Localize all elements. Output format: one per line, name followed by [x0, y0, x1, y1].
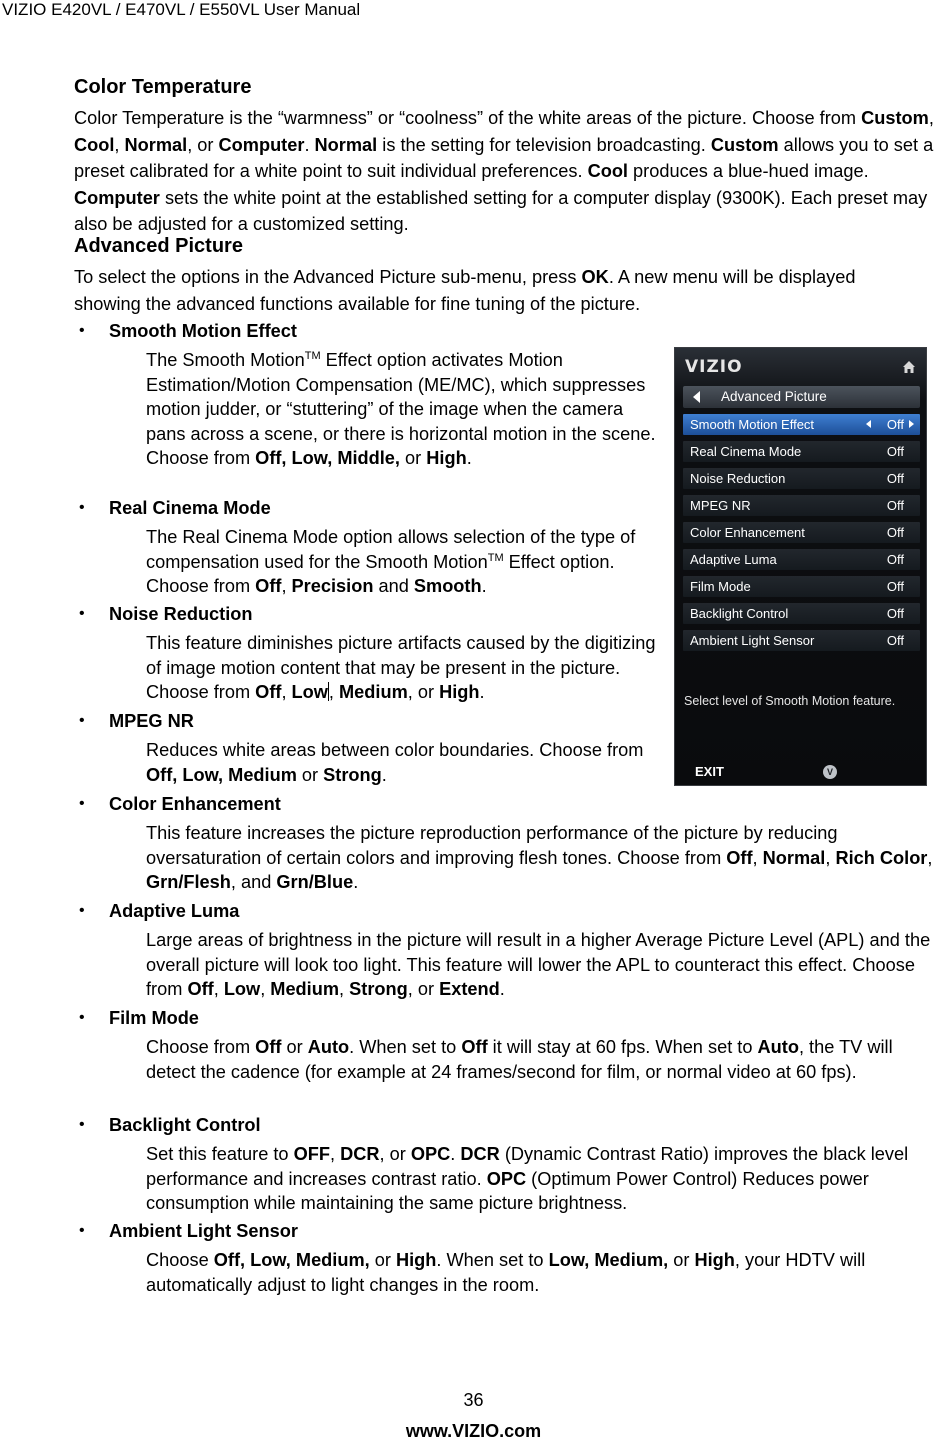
- bullet-title: Noise Reduction: [109, 604, 253, 624]
- left-arrow-icon: [866, 420, 871, 428]
- ambient-light-sensor-description: Choose Off, Low, Medium, or High. When set to Low, Medium, or High, your HDTV will automatically adjust to light changes in the room.: [146, 1250, 866, 1295]
- bullet-ambient-light-sensor: [0, 1219, 600, 1243]
- menu-item-label: Ambient Light Sensor: [690, 633, 815, 648]
- menu-item-noise-reduction: [683, 468, 920, 489]
- footer-url: www.VIZIO.com: [405, 1421, 542, 1441]
- menu-item-label: Backlight Control: [690, 606, 789, 621]
- vizio-logo: VIZIO: [685, 357, 743, 377]
- menu-item-value: Off: [886, 498, 904, 513]
- menu-item-smooth-motion-effect: [683, 414, 920, 435]
- mpeg-nr-description: Reduces white areas between color boundaries. Choose from Off, Low, Medium or Strong.: [146, 740, 644, 785]
- menu-item-value: Off: [886, 525, 904, 540]
- menu-item-value: Off: [886, 444, 904, 459]
- film-mode-description: Choose from Off or Auto. When set to Off it will stay at 60 fps. When set to Auto, the TV will detect the cadence (for example at 24 frames/second for film, or normal video at 60 fps).: [146, 1037, 893, 1082]
- menu-item-value: Off: [886, 471, 904, 486]
- bullet-glyph: •: [79, 1116, 85, 1133]
- bullet-smooth-motion-effect: [0, 319, 600, 343]
- color-enhancement-description: This feature increases the picture reproduction performance of the picture by reducing oversaturation of certain colors and improving flesh tones. Choose from Off, Normal, Rich Color, Grn/Flesh, and Grn/Blue.: [146, 823, 933, 892]
- bullet-title: Smooth Motion Effect: [109, 321, 297, 341]
- bullet-backlight-control: [0, 1113, 600, 1137]
- bullet-glyph: •: [79, 499, 85, 516]
- menu-item-label: Smooth Motion Effect: [690, 417, 815, 432]
- bullet-film-mode: [0, 1006, 600, 1030]
- bullet-glyph: •: [79, 902, 85, 919]
- tv-menu-screenshot: [674, 347, 927, 786]
- smooth-motion-description: The Smooth Motion™ Effect option activates Motion Estimation/Motion Compensation (ME/MC), which suppresses motion judder, or “stuttering” of the image when the camera pans across a scene, or there is horizontal motion in the scene. Choose from Off, Low, Middle, or High.: [146, 350, 656, 468]
- bullet-mpeg-nr: [0, 709, 600, 733]
- adaptive-luma-description: Large areas of brightness in the picture will result in a higher Average Picture Level (APL) and the overall picture will look too light. This feature will lower the APL to counteract this effect. Choose from Off, Low, Medium, Strong, or Extend.: [146, 930, 931, 999]
- home-icon: [902, 360, 916, 374]
- back-arrow-icon: [693, 391, 700, 403]
- menu-item-label: Real Cinema Mode: [690, 444, 802, 459]
- bullet-title: Real Cinema Mode: [109, 498, 271, 518]
- v-button-icon: V: [823, 765, 837, 779]
- exit-label: EXIT: [695, 764, 724, 779]
- menu-item-value: Off: [886, 633, 904, 648]
- advanced-picture-heading: Advanced Picture: [74, 235, 243, 257]
- backlight-control-description: Set this feature to OFF, DCR, or OPC. DCR (Dynamic Contrast Ratio) improves the black level performance and increases contrast ratio. OPC (Optimum Power Control) Reduces power consumption while maintaining the same picture brightness.: [146, 1144, 909, 1213]
- menu-item-value: Off: [886, 552, 904, 567]
- bullet-glyph: •: [79, 1009, 85, 1026]
- bullet-title: Adaptive Luma: [109, 901, 240, 921]
- menu-item-color-enhancement: [683, 522, 920, 543]
- bullet-glyph: •: [79, 322, 85, 339]
- bullet-title: Film Mode: [109, 1008, 199, 1028]
- menu-title-bar: [683, 386, 920, 408]
- menu-item-ambient-light-sensor: [683, 630, 920, 651]
- menu-item-label: MPEG NR: [690, 498, 751, 513]
- real-cinema-description: The Real Cinema Mode option allows selection of the type of compensation used for the Smooth Motion™ Effect option. Choose from Off, Precision and Smooth.: [146, 527, 636, 596]
- bullet-noise-reduction: [0, 602, 600, 626]
- menu-title: Advanced Picture: [721, 389, 827, 404]
- menu-item-adaptive-luma: [683, 549, 920, 570]
- page-number: 36: [463, 1390, 484, 1410]
- bullet-glyph: •: [79, 712, 85, 729]
- menu-item-value: Off: [886, 417, 904, 432]
- noise-reduction-description: This feature diminishes picture artifacts caused by the digitizing of image motion content that may be present in the picture. Choose from Off, Low, Medium, or High.: [146, 633, 656, 702]
- bullet-color-enhancement: [0, 792, 600, 816]
- menu-item-film-mode: [683, 576, 920, 597]
- page-header: VIZIO E420VL / E470VL / E550VL User Manual: [2, 0, 361, 19]
- color-temperature-heading: Color Temperature: [74, 76, 252, 98]
- menu-item-label: Film Mode: [690, 579, 751, 594]
- menu-item-label: Color Enhancement: [690, 525, 805, 540]
- menu-item-backlight-control: [683, 603, 920, 624]
- bullet-glyph: •: [79, 1222, 85, 1239]
- menu-item-label: Adaptive Luma: [690, 552, 777, 567]
- menu-item-label: Noise Reduction: [690, 471, 786, 486]
- menu-item-value: Off: [886, 579, 904, 594]
- bullet-adaptive-luma: [0, 899, 600, 923]
- bullet-title: Ambient Light Sensor: [109, 1221, 298, 1241]
- menu-help-text: Select level of Smooth Motion feature.: [684, 694, 896, 708]
- bullet-glyph: •: [79, 605, 85, 622]
- menu-item-mpeg-nr: [683, 495, 920, 516]
- color-temperature-paragraph: Color Temperature is the “warmness” or “coolness” of the white areas of the picture. Choose from Custom, Cool, Normal, or Computer. Normal is the setting for television broadcasting. Custom allows you to set a preset calibrated for a white point to suit individual preferences. Cool produces a blue-hued image. Computer sets the white point at the established setting for a computer display (9300K). Each preset may also be adjusted for a customized setting.: [74, 108, 934, 234]
- bullet-title: MPEG NR: [109, 711, 194, 731]
- menu-item-value: Off: [886, 606, 904, 621]
- bullet-glyph: •: [79, 795, 85, 812]
- bullet-title: Backlight Control: [109, 1115, 261, 1135]
- right-arrow-icon: [909, 420, 914, 428]
- bullet-title: Color Enhancement: [109, 794, 281, 814]
- bullet-real-cinema-mode: [0, 496, 600, 520]
- menu-item-real-cinema-mode: [683, 441, 920, 462]
- advanced-picture-paragraph: To select the options in the Advanced Picture sub-menu, press OK. A new menu will be displayed showing the advanced functions available for fine tuning of the picture.: [74, 267, 856, 314]
